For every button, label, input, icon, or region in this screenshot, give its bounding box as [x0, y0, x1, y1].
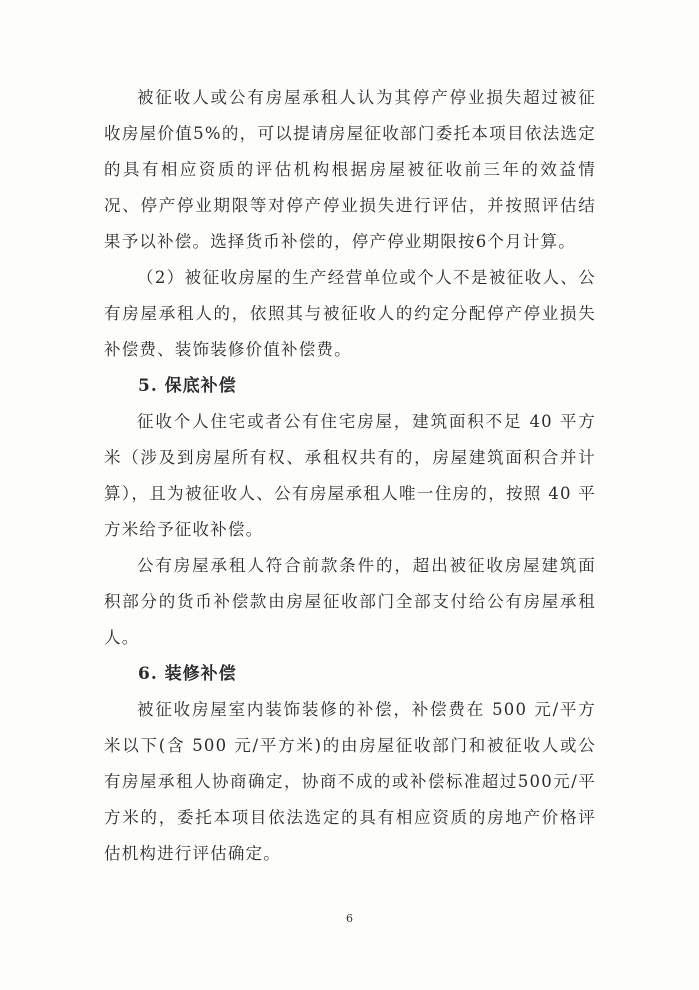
paragraph-minimum-area: 征收个人住宅或者公有住宅房屋，建筑面积不足 40 平方米（涉及到房屋所有权、承租权共有的，房屋建筑面积合并计算），且为被征收人、公有房屋承租人唯一住房的，按照 40 平方米给予征收补偿。 — [104, 412, 596, 539]
section-heading-decoration-compensation: 6. 装修补偿 — [138, 664, 237, 684]
section-heading-minimum-compensation: 5. 保底补偿 — [138, 376, 237, 396]
document-body — [104, 80, 596, 872]
paragraph-operator-not-expropriated: （2）被征收房屋的生产经营单位或个人不是被征收人、公有房屋承租人的，依照其与被征收人的约定分配停产停业损失补偿费、装饰装修价值补偿费。 — [104, 268, 596, 359]
page-number: 6 — [346, 912, 353, 925]
paragraph-public-tenant: 公有房屋承租人符合前款条件的，超出被征收房屋建筑面积部分的货币补偿款由房屋征收部门全部支付给公有房屋承租人。 — [104, 556, 596, 647]
paragraph-business-loss: 被征收人或公有房屋承租人认为其停产停业损失超过被征收房屋价值5%的，可以提请房屋征收部门委托本项目依法选定的具有相应资质的评估机构根据房屋被征收前三年的效益情况、停产停业期限等对停产停业损失进行评估，并按照评估结果予以补偿。选择货币补偿的，停产停业期限按6个月计算。 — [104, 88, 596, 251]
paragraph-decoration: 被征收房屋室内装饰装修的补偿，补偿费在 500 元/平方米以下(含 500 元/平方米)的由房屋征收部门和被征收人或公有房屋承租人协商确定，协商不成的或补偿标准超过500元/平方米的，委托本项目依法选定的具有相应资质的房地产价格评估机构进行评估确定。 — [104, 700, 596, 863]
